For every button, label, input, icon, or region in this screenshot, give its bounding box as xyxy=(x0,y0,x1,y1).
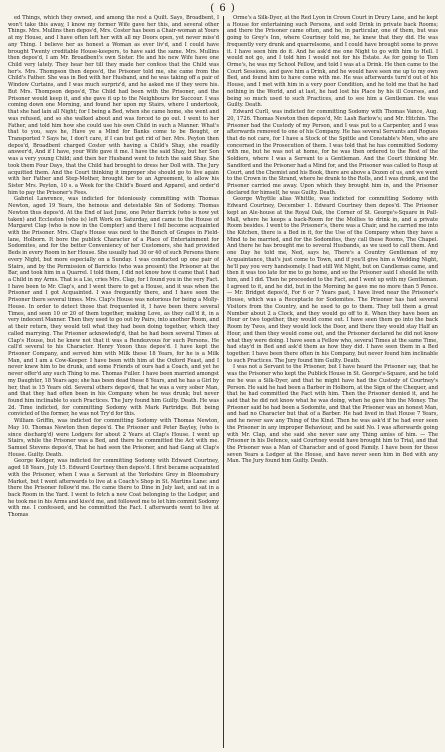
column-divider xyxy=(223,16,224,748)
paragraph-griffin-trial: William Griffin, was indicted for committing Sodomy with Thomas Newton, May 10. Thomas Newton then depos'd. The Prisoner and Peter Bayley, (who is since discharg'd) were Lodgers for about 2 Years at Clap's House. I went up Stairs, while the Prisoner was a Bed, and there he committed the Act with me. Samuel Stevens depos'd, That he had seen the Prisoner, and had Gang at Clap's House. Guilty. Death. xyxy=(8,418,219,458)
paragraph-whyttle-trial: George Whyttle alias Whittle, was indicted for committing Sodomy with Edward Courtney, December 1. Edward Courtney then depos'd. The Prisoner kept an Ale-house at the Royal Oak, the Corner of St. George's-Square in Pall-Mall, where he keeps a back-Room for the Mollies to drink in, and a private Room besides. I went to the Prisoner's, there was a Chair, and he carried me into the Kitchen, there is a Bed in it, for the Use of the Company when they have a Mind to be married, and for the Sodomites, they call these Rooms, The Chapel. And there he has brought me to several Husbands, as we used to call them. And one Day he told me, Ned, says he, There's a Country Gentleman of my Acquaintance, that's just come to Town, and if you'll give him a Wedding Night, he'll pay you very handsomely. I had still Wit Night, but on Candlemas came, and then it was too late for me to go home, and so the Prisoner said I should lie with him, and I did. Then he proceeded to the Fact, and I went up with my Gentleman. I agreed to it, and he did, but in the Morning he gave me no more than 5 Pence. — Mr. Bridget depos'd, For 6 or 7 Years past, I have lived near the Prisoner's House, which was a Receptacle for Sodomites. The Prisoner has had several Visitors from the Country, and he used to go to them. They tell them a great Number about 2 a Clock, and they would go off to it. When they have been an Hour or two together, they would come out. I have seen them go into the back Room by Twos, and they would lock the Door, and there they would stay Half an Hour, and then they would come out, and the Prisoner declared he did not know what they were doing. I have seen a Fellow who, several Times at the same Time, had stay'd in Bed and ask'd them as how they did. I have seen them in a Bed together. I have been there often in his Company, but never found him inclinable to such Practices. The Jury found him Guilty. Death. xyxy=(227,196,438,364)
paragraph-orme-testimony: Orme's a Silk-Dyer, at the Red Lyon in Crown Court in Drury Lane, and he kept a House for entertaining such Persons, and sold Drink in private back Rooms; and there the Prisoner came often, and he, in particular, one of them, but was going to Grey's Inn, where Courtney told me, he knew that they did. He was frequently very drunk and quarrelsome, and I could have brought some to prove it. I have seen him do it. And he ask'd me one Night to go with him to Hell. I would not go, and I told him I would not for his Estate. As for going to Tom Orme's, he was my School Fellow, and told I was at a Drink. He then came to the Court Sessions, and gave him a Drink, and he would have seen me up to my own Bed, and found him to have come with me. He was afterwards turn'd out of his House, and I met with him in a very poor Condition, and he told me that he had nothing in the World, and at last, he had lost his Place by his ill Courses, and being so much used to such Practices, and to see him a Gentleman. He was Guilty. Death. xyxy=(227,15,438,109)
paragraph-kedger-trial: George Kedger, was indicted for committing Sodomy with Edward Courtney, aged 18 Years, July 15. Edward Courtney then depos'd. I first became acquainted with the Prisoner, when I was a Servant at the Yorkshire Grey in Bloomsbury Market, but I went afterwards to live at a Coach's Shop in St. Martins Lane: and there the Prisoner follow'd me. He came there to Dine in July last, and sat in a back Room in the Yard. I went to fetch a new Coat belonging to the Lodger, and he took me in his Arms and kiss'd me, and followed me to let him commit Sodomy with me. I confessed, and he committed the Fact. I afterwards went to live at Thomas xyxy=(8,458,219,519)
paragraph-case-broadbent: ed Things, which they owned, and among the rest a Quilt. Says, Broadbent, I won't take this away, I know my former Wife gave her this, and several other Things. Mrs. Mullins then depos'd, Mrs. Coster has been a Chair-woman at Yours at my House, and I have often left her with all my Doors open, yet never miss'd any Thing. I believe her as honest a Woman as ever liv'd, and I could have brought Twenty creditable House-keepers, to have said the same. Mrs. Mullins then depos'd, I am Mr. Broadbent's own Sister. He and his new Wife have one Child very lately. They hear her till they made her confess that the Child was her's. Mrs. Thompson then depos'd, the Prisoner told me, she came from the Child's Father. She was in Bed with her Husband, and he was taking off a pair of Window Curtains, and I was much surpriz'd, and he asked me if they were his. But Mrs. Thompson depos'd, The Child had been with the Prisoner, and the Prisoner would keep it, and she gave it up to the Neighbours for Succour. I was coming down one Morning, and found her upon my Stairs, where I undertook, that she had lain all Night; for I being a Bed, when she came home, she went and was refused, and so she walked about and was forced to go out. I went to her Father, and told him how she could use his own Child in such a Manner. What's that to you, says he, Have ye a Mind for Banks come to be Bought, or Transported ? Says he, I don't care, if I can but get rid of her. Mrs. Peyton then depos'd, Broadbent charged Coster with having a Child's Shay, she readily answer'd, And if I have, your Wife gave it me. I have the said Shay, but her Son was a very young Child; and then her Husband went to fetch the said Shay. She took them Four Days, that the Child had brought to dress her Doll with. The Jury acquitted them. And the Court thinking it improper she should go to live again with her Father and Step-Mother, brought her to an Agreement, to allow his Sister Mrs. Peyton, 10 s. a Week for the Child's Board and Apparel, and order'd him to pay the Prisoner's Fees. xyxy=(8,15,219,196)
paragraph-curll-trial: Edward Curll, was indicted for committing Sodomy with Thomas Vance, Aug. 20, 1726. Thomas Newton then depos'd, Mr. Lash Barlow's; and Mr. Hitchin. The Prisoner had the Custody of my Person, and I was put to a Carpenter, and I was afterwards removed to one of his Company. He has several Servants and Rogues that do not care, for I have a Stock of the Spittle and Constable's Men, who are concerned in the Prosecution of them. I was told that he has committed Sodomy with me, but he was not at home, for he was then ordered to the Rest of the Soldiers, where I was a Servant to a Gentleman. And the Court thinking Mr. Sandford and the Prisoner had a Mind for, and the Prisoner was called to Roup at Court, and the Chemist and his Book, there are above a Dozen of us, and we went to the Crown in the Strand, where he drank to the Rolls, and I was drunk, and the Prisoner carried me away. Upon which they brought him in, and the Prisoner declared for himself, he was Guilty. Death. xyxy=(227,109,438,196)
page-number: ( 6 ) xyxy=(210,3,236,14)
right-column xyxy=(227,15,438,748)
paragraph-lawrence-trial: Gabriel Lawrence, was indicted for feloniously committing with Thomas Newton, aged 19 Years, the heinous and detestable Sin of Sodomy. Thomas Newton thus depos'd. At the End of last June, one Peter Barrick (who is now yet taken) and Eccleston (who is) left Work on Saturday, and came to the House of Margaret Clap (who is now in the Compter) and there I fell become acquainted with the Prisoner. Mrs. Clap's House was next to the Bunch of Grapes in Field-lane, Holborn. It bore the publick Character of a Place of Entertainment for Sodomites, and for the better Conveniency of her Customers, she had provided Beds in every Room in her House. She usually had 30 or 40 of such Persons there every Night, but more especially on a Sunday. I was conducted up one pair of Stairs, and by the Permission of Barricks (who was present) the Prisoner at the Bar, and took him in a Quarrel. I told them, I did not know how it came that I had a Child in my Arms. That is a Lie, cries Mrs. Clap, for I found you in the very Fact. I have been to Mr. Clap's, and I went there to get a House, and it was when the Prisoner and I got Acquainted. I was frequently there, and I have seen the Prisoner there several times. Mrs. Clap's House was notorious for being a Molly-House. In order to detect those that frequented it, I have been there several Times, and seen 10 or 20 of them together, making Love, as they call'd it, in a very indecent Manner. Then they used to go out by Pairs, into another Room, and at their return, they would tell what they had been doing together, which they called marrying. The Prisoner acknowledg'd, that he had been several Times at Clap's House, but he knew not that it was a Rendezvous for such Persons. He call'd several to his Character. Henry Yoxon thus depos'd. I have kept the Prisoner Company, and served him with Milk these 18 Years, for he is a Milk Man, and I am a Cow-Keeper. I have been with him at the Oxford Feast, and I never knew him to be drunk, and some Friends of ours had a Coach, and yet he never offer'd any such Thing to me. Thomas Fuller. I have been married amongst my Daughter, 18 Years ago; she has been dead these 8 Years, and he has a Girl by her, that is 15 Years old. Several others depos'd, that he was a very sober Man, and that they had often been in his Company when he was drunk; but never found him inclinable to such Practices. The Jury found him Guilty. Death. He was 2d. Time indicted, for committing Sodomy with Mark Partridge. But being convicted of the former, he was not Try'd for this. xyxy=(8,196,219,418)
left-column xyxy=(8,15,219,748)
paragraph-whyttle-defence: I was not a Servant to the Prisoner, but I have heard the Prisoner say, that he was the Prisoner who kept the Publick House in St. George's-Square, and he told me he was a Silk-Dyer, and that he might have had the Custody of Courtney's Person. He said he had been a Barber in Holborn, at the Sign of the Chequer, and that he had committed the Fact with him. Then the Prisoner denied it, and he said that he did not know what he was doing, when he gave him the Money. The Prisoner said he had been a Sodomite, and that the Prisoner was an honest Man, and had no Character but that of a Barber. He had lived in that House 7 Years, and he never saw any Thing of the Kind. Then he was ask'd if he had ever seen the Prisoner in any improper Behaviour, and he said No. I was afterwards going with Mr. Clap, and she said she never saw any Thing amiss of him. — The Prisoner in his Defence, said Courtney would have brought him to Trial, and that the Prisoner was a Man of Character and of good Family. I have been for these seven Years a Lodger at the House, and have never seen him in Bed with any Man. The Jury found him Guilty. Death. xyxy=(227,364,438,465)
text-columns xyxy=(8,15,438,748)
